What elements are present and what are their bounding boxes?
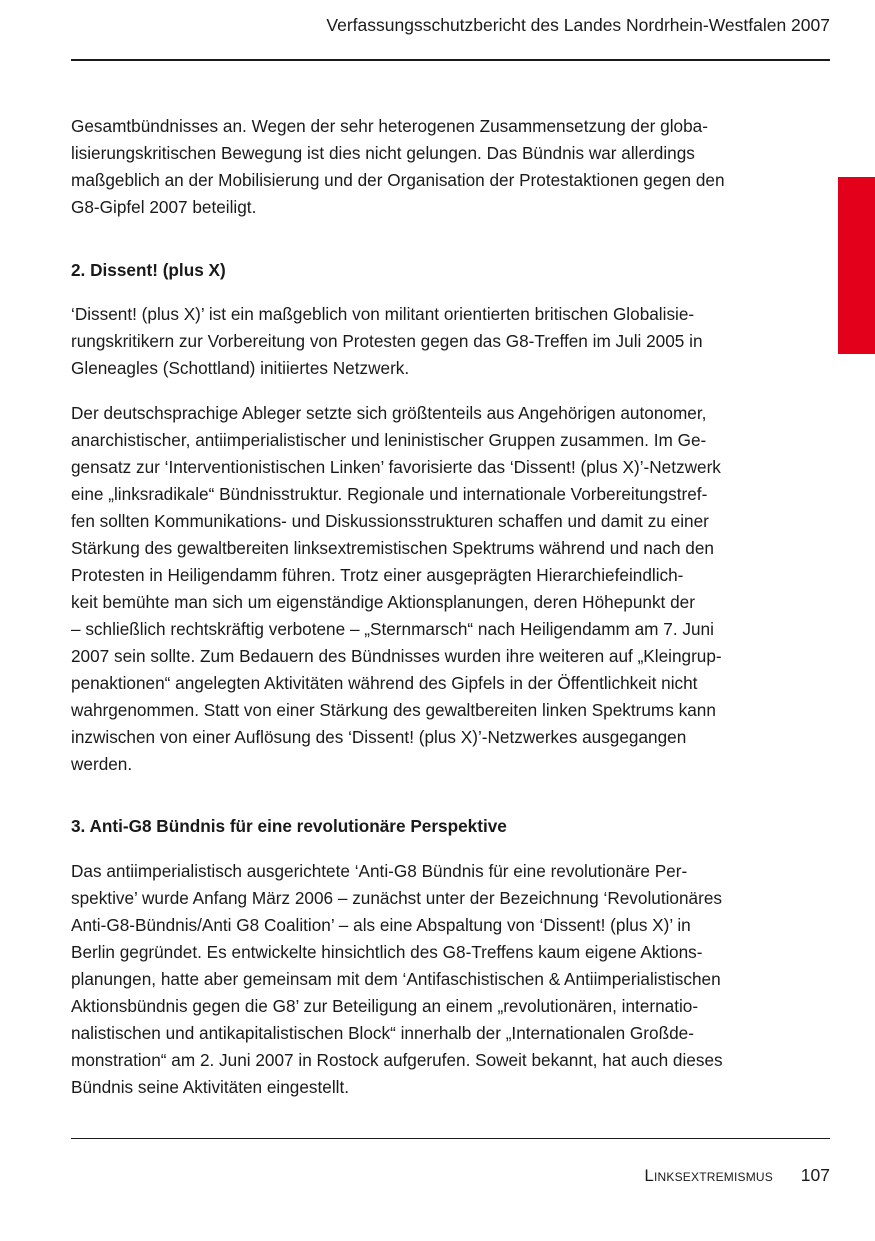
text-line: Anti-G8-Bündnis/Anti G8 Coalition’ – als eine Abspaltung von ‘Dissent! (plus X)’ in xyxy=(71,915,691,935)
text-line: Gesamtbündnisses an. Wegen der sehr heterogenen Zusammensetzung der globa- xyxy=(71,116,708,136)
text-line: Stärkung des gewaltbereiten linksextremistischen Spektrums während und nach den xyxy=(71,538,714,558)
text-line: 2007 sein sollte. Zum Bedauern des Bündnisses wurden ihre weiteren auf „Kleingrup- xyxy=(71,646,722,666)
text-line: ‘Dissent! (plus X)’ ist ein maßgeblich von militant orientierten britischen Globalisie- xyxy=(71,304,695,324)
text-line: eine „linksradikale“ Bündnisstruktur. Regionale und internationale Vorbereitungstref- xyxy=(71,484,708,504)
text-line: – schließlich rechtskräftig verbotene – „Sternmarsch“ nach Heiligendamm am 7. Juni xyxy=(71,619,714,639)
text-line: planungen, hatte aber gemeinsam mit dem ‘Antifaschistischen & Antiimperialistischen xyxy=(71,969,721,989)
text-line: wahrgenommen. Statt von einer Stärkung des gewaltbereiten linken Spektrums kann xyxy=(71,700,716,720)
text-line: werden. xyxy=(71,754,133,774)
footer-section-label: Linksextremismus xyxy=(644,1166,773,1185)
text-line: G8-Gipfel 2007 beteiligt. xyxy=(71,197,257,217)
text-line: fen sollten Kommunikations- und Diskussionsstrukturen schaffen und damit zu einer xyxy=(71,511,709,531)
text-line: Gleneagles (Schottland) initiiertes Netzwerk. xyxy=(71,358,410,378)
chapter-tab-marker xyxy=(838,177,875,354)
text-line: rungskritikern zur Vorbereitung von Protesten gegen das G8-Treffen im Juli 2005 in xyxy=(71,331,703,351)
section-heading: 3. Anti-G8 Bündnis für eine revolutionäre Perspektive xyxy=(71,816,507,836)
text-line: spektive’ wurde Anfang März 2006 – zunächst unter der Bezeichnung ‘Revolutionäres xyxy=(71,888,722,908)
text-line: Aktionsbündnis gegen die G8’ zur Beteiligung an einem „revolutionären, internatio- xyxy=(71,996,699,1016)
header-title: Verfassungsschutzbericht des Landes Nordrhein-Westfalen 2007 xyxy=(326,15,830,35)
text-line: lisierungskritischen Bewegung ist dies nicht gelungen. Das Bündnis war allerdings xyxy=(71,143,695,163)
text-line: penaktionen“ angelegten Aktivitäten während des Gipfels in der Öffentlichkeit nicht xyxy=(71,673,698,693)
text-line: nalistischen und antikapitalistischen Block“ innerhalb der „Internationalen Großde- xyxy=(71,1023,694,1043)
text-line: inzwischen von einer Auflösung des ‘Dissent! (plus X)’-Netzwerkes ausgegangen xyxy=(71,727,687,747)
text-line: maßgeblich an der Mobilisierung und der Organisation der Protestaktionen gegen den xyxy=(71,170,725,190)
text-line: Das antiimperialistisch ausgerichtete ‘Anti-G8 Bündnis für eine revolutionäre Per- xyxy=(71,861,688,881)
text-line: monstration“ am 2. Juni 2007 in Rostock aufgerufen. Soweit bekannt, hat auch dieses xyxy=(71,1050,723,1070)
text-line: keit bemühte man sich um eigenständige Aktionsplanungen, deren Höhepunkt der xyxy=(71,592,695,612)
page-number: 107 xyxy=(800,1165,830,1185)
footer-rule xyxy=(71,1138,830,1139)
text-line: Der deutschsprachige Ableger setzte sich größtenteils aus Angehörigen autonomer, xyxy=(71,403,707,423)
text-line: gensatz zur ‘Interventionistischen Linken’ favorisierte das ‘Dissent! (plus X)’-Netzwerk xyxy=(71,457,721,477)
text-line: Protesten in Heiligendamm führen. Trotz einer ausgeprägten Hierarchiefeindlich- xyxy=(71,565,684,585)
header-rule xyxy=(71,59,830,61)
text-line: Berlin gegründet. Es entwickelte hinsichtlich des G8-Treffens kaum eigene Aktions- xyxy=(71,942,703,962)
text-line: anarchistischer, antiimperialistischer und leninistischer Gruppen zusammen. Im Ge- xyxy=(71,430,707,450)
section-heading: 2. Dissent! (plus X) xyxy=(71,260,226,280)
text-line: Bündnis seine Aktivitäten eingestellt. xyxy=(71,1077,350,1097)
